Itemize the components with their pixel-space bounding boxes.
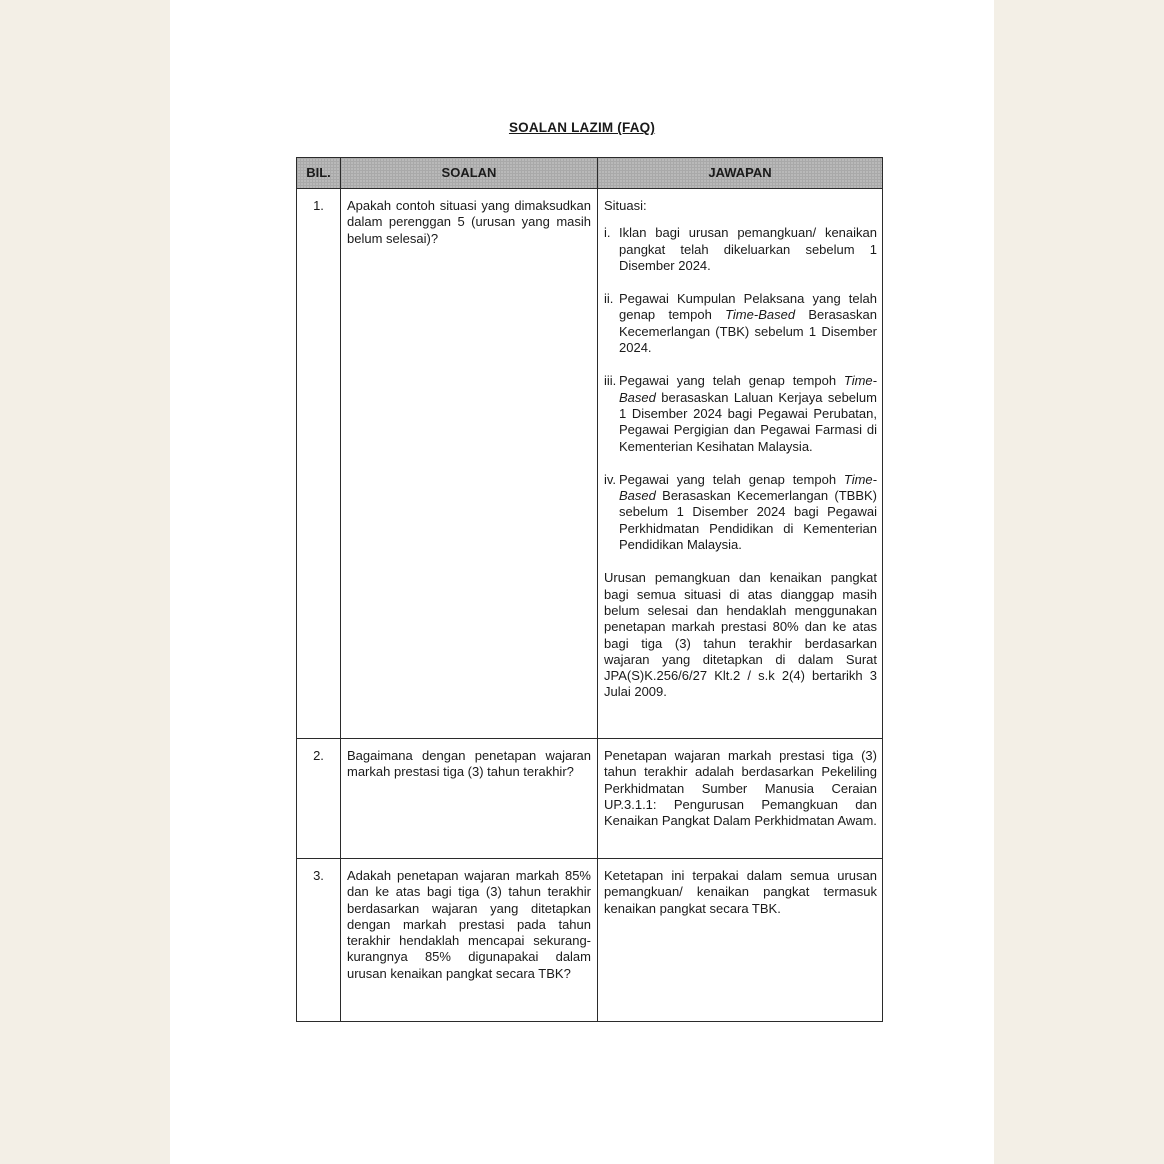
table-row [297,189,883,739]
list-item-number: ii. [604,291,614,307]
question-text: Apakah contoh situasi yang dimaksudkan dalam perenggan 5 (urusan yang masih belum selesai)? [341,189,598,739]
list-item-number: iv. [604,471,617,487]
text-segment: Pegawai yang telah genap tempoh [619,471,844,487]
question-text: Adakah penetapan wajaran markah 85% dan ke atas bagi tiga (3) tahun terakhir berdasarkan wajaran yang ditetapkan dengan markah prestasi pada tahun terakhir hendaklah mencapai sekurang-kurangnya 85% digunapakai dalam urusan kenaikan pangkat secara TBK? [341,859,598,1022]
text-segment: berasaskan Laluan Kerjaya sebelum 1 Disember 2024 bagi Pegawai Perubatan, Pegawai Pergigian dan Pegawai Farmasi di Kementerian Kesihatan Malaysia. [619,389,877,454]
list-item [604,472,877,553]
answer-intro: Situasi: [604,198,647,213]
table-row [297,739,883,859]
header-jawapan: JAWAPAN [598,158,883,189]
row-number: 3. [297,859,341,1022]
table-row [297,859,883,1022]
situation-list [604,225,877,553]
list-item-number: iii. [604,373,617,389]
answer-text: Ketetapan ini terpakai dalam semua urusan pemangkuan/ kenaikan pangkat termasuk kenaikan pangkat secara TBK. [598,859,883,1022]
faq-table [296,157,883,1022]
italic-term: Time-Based [619,471,877,504]
answer-closing: Urusan pemangkuan dan kenaikan pangkat bagi semua situasi di atas dianggap masih belum selesai dan hendaklah menggunakan penetapan markah prestasi 80% dan ke atas bagi tiga (3) tahun terakhir berdasarkan wajaran yang ditetapkan di dalam Surat JPA(S)K.256/6/27 Klt.2 / s.k 2(4) bertarikh 3 Julai 2009. [604,570,877,700]
list-item-number: i. [604,225,611,241]
question-text: Bagaimana dengan penetapan wajaran markah prestasi tiga (3) tahun terakhir? [341,739,598,859]
document-page [170,0,994,1164]
row-number: 2. [297,739,341,859]
italic-term: Time-Based [619,373,877,405]
text-segment: Berasaskan Kecemerlangan (TBK) sebelum 1 Disember 2024. [619,307,878,356]
header-bil: BIL. [297,158,341,189]
row-number: 1. [297,189,341,739]
text-segment: Pegawai yang telah genap tempoh [619,373,844,389]
text-segment: Berasaskan Kecemerlangan (TBBK) sebelum 1 Disember 2024 bagi Pegawai Perkhidmatan Pendidikan di Kementerian Pendidikan Malaysia. [619,488,877,553]
answer-text: Penetapan wajaran markah prestasi tiga (3) tahun terakhir adalah berdasarkan Pekeliling Perkhidmatan Sumber Manusia Ceraian UP.3.1.1: Pengurusan Pemangkuan dan Kenaikan Pangkat Dalam Perkhidmatan Awam. [598,739,883,859]
table-header-row [297,158,883,189]
italic-term: Time-Based [725,307,796,323]
list-item-text [619,472,877,553]
list-item [604,291,877,356]
text-segment: Pegawai Kumpulan Pelaksana yang telah genap tempoh [619,291,877,323]
list-item-text [619,373,877,454]
list-item [604,373,877,454]
document-title: SOALAN LAZIM (FAQ) [508,120,656,135]
header-soalan: SOALAN [341,158,598,189]
answer-cell [598,189,883,739]
list-item-text: Iklan bagi urusan pemangkuan/ kenaikan pangkat telah dikeluarkan sebelum 1 Disember 2024. [619,225,877,273]
list-item-text [619,291,877,356]
list-item [604,225,877,274]
